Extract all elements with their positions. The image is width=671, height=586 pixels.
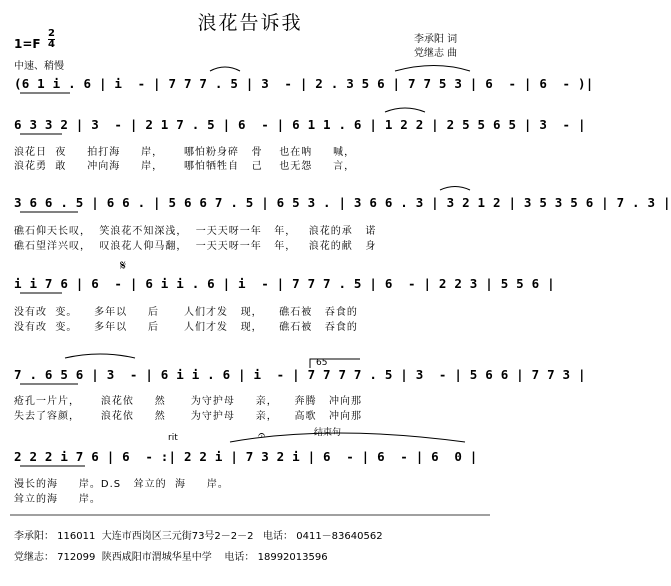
lyric-row-6-verse-1: 漫长的海 岸。D.S 耸立的 海 岸。 bbox=[14, 479, 229, 490]
volta-bracket bbox=[310, 359, 360, 368]
lyric-row-3-verse-2: 礁石望洋兴叹， 叹浪花人仰马翻， 一天天呀一年 年， 浪花的献 身 bbox=[14, 241, 377, 252]
tempo-marking: 中速、稍慢 bbox=[14, 61, 64, 72]
ending-slur bbox=[230, 433, 465, 442]
song-title: 浪花告诉我 bbox=[197, 12, 303, 34]
lyric-row-3-verse-1: 礁石仰天长叹， 笑浪花不知深浅， 一天天呀一年 年， 浪花的承 诺 bbox=[14, 226, 377, 237]
composer-credit: 党继志 曲 bbox=[414, 48, 458, 59]
contact-line-lyricist: 李承阳： 116011 大连市西岗区三元街73号2－2－2 电话： 0411－83640562 bbox=[14, 531, 383, 542]
slur-row2 bbox=[385, 108, 425, 112]
lyric-row-4-verse-1: 没有改 变。 多年以 后 人们才发 现， 礁石被 吞食的 bbox=[14, 307, 358, 318]
fermata-sign: 𝄐 bbox=[258, 428, 266, 443]
notation-row-1: (6 1 i . 6 | i - | 7 7 7 . 5 | 3 - | 2 . 3 5 6 | 7 7 5 3 | 6 - | 6 - )| bbox=[14, 76, 594, 91]
ritardando-marking: rit bbox=[168, 433, 178, 443]
notation-row-3: 3 6 6 . 5 | 6 6 . | 5 6 6 7 . 5 | 6 5 3 . | 3 6 6 . 3 | 3 2 1 2 | 3 5 3 5 6 | 7 . 3 | bbox=[14, 195, 671, 210]
notation-row-2: 6 3 3 2 | 3 - | 2 1 7 . 5 | 6 - | 6 1 1 . 6 | 1 2 2 | 2 5 5 6 5 | 3 - | bbox=[14, 117, 586, 132]
notation-row-5: 7 . 6 5 6 | 3 - | 6 i i . 6 | i - | 7 7 7 7 . 5 | 3 - | 5 6 6 | 7 7 3 | bbox=[14, 367, 586, 382]
volta-number-1: 65 bbox=[316, 358, 328, 368]
lyric-row-5-verse-2: 失去了容颜， 浪花依 然 为守护母 亲， 高歌 冲向那 bbox=[14, 411, 363, 422]
lyric-row-2-verse-1: 浪花日 夜 拍打海 岸， 哪怕粉身碎 骨 也在呐 喊， bbox=[14, 147, 356, 158]
slur-row5 bbox=[65, 354, 135, 358]
lyric-row-5-verse-1: 疮孔一片片， 浪花依 然 为守护母 亲， 奔腾 冲向那 bbox=[14, 396, 363, 407]
key-signature: 1=F bbox=[14, 37, 41, 51]
lyric-row-6-verse-2: 耸立的海 岸。 bbox=[14, 494, 101, 505]
slur-row3 bbox=[440, 187, 470, 191]
notation-row-6: 2 2 2 i 7 6 | 6 - :| 2 2 i | 7 3 2 i | 6 - | 6 - | 6 0 | bbox=[14, 449, 478, 464]
segno-sign: 𝄋 bbox=[120, 258, 127, 274]
contact-line-composer: 党继志： 712099 陕西咸阳市渭城华星中学 电话： 18992013596 bbox=[14, 552, 328, 563]
time-signature-top: 2 bbox=[48, 28, 55, 39]
ending-label: 结束句 bbox=[314, 428, 342, 438]
lyricist-credit: 李承阳 词 bbox=[414, 34, 458, 45]
slur-row1-a bbox=[210, 67, 240, 71]
lyric-row-4-verse-2: 没有改 变。 多年以 后 人们才发 现， 礁石被 吞食的 bbox=[14, 322, 358, 333]
tie-row1-b bbox=[395, 66, 470, 72]
notation-row-4: i i 7 6 | 6 - | 6 i i . 6 | i - | 7 7 7 . 5 | 6 - | 2 2 3 | 5 5 6 | bbox=[14, 276, 555, 291]
time-signature-bottom: 4 bbox=[48, 39, 55, 50]
lyric-row-2-verse-2: 浪花勇 敢 冲向海 岸， 哪怕牺牲自 己 也无怨 言， bbox=[14, 161, 356, 172]
